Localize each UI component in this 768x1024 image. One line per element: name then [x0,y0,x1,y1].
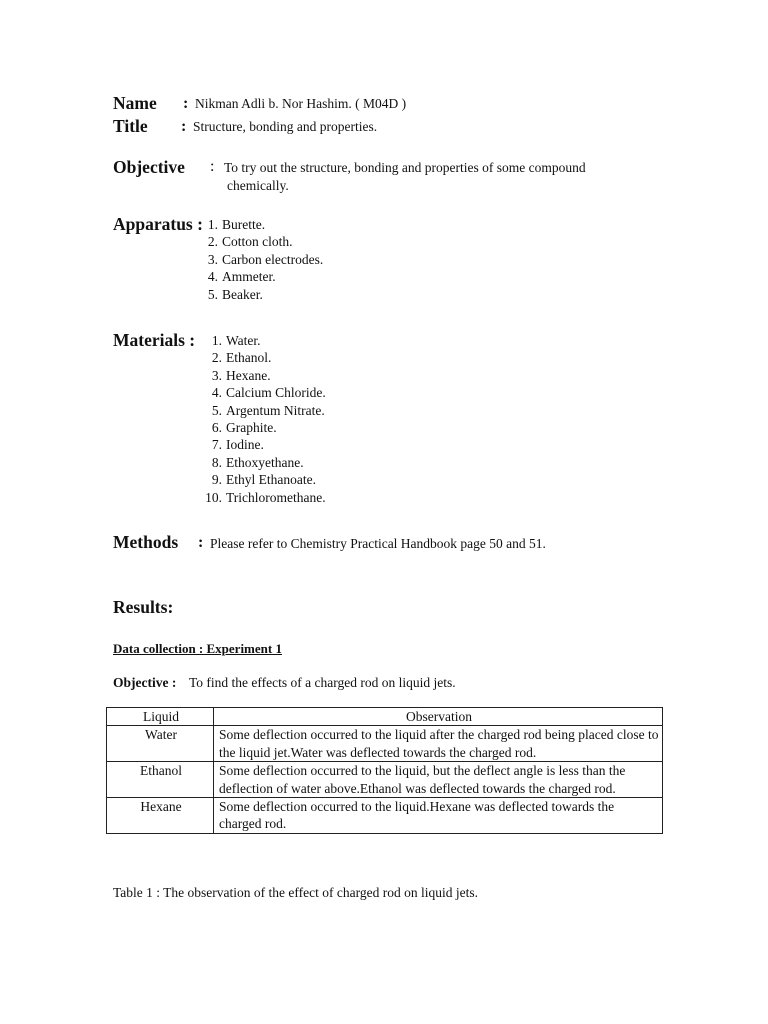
materials-label: Materials : [113,330,196,350]
objective-label: Objective [113,157,185,177]
observation-cell: Some deflection occurred to the liquid, but the deflect angle is less than the deflection of water above.Ethanol was deflected towards the charged rod. [214,762,663,798]
list-item: 3. Carbon electrodes. [207,251,324,267]
apparatus-list [196,216,323,303]
list-item: 2. Ethanol. [211,350,272,366]
list-item: 1. Water. [211,333,261,348]
experiment-objective-label: Objective : [113,675,177,690]
list-item: 4. Ammeter. [207,269,276,285]
objective-line-2: chemically. [227,178,289,193]
apparatus-label: Apparatus : [113,214,203,234]
materials-list [200,332,326,506]
list-item: 4. Calcium Chloride. [211,385,326,401]
experiment-1-heading: Data collection : Experiment 1 [113,641,282,656]
table-row [107,762,663,798]
list-item: 10. Trichloromethane. [205,489,326,505]
methods-colon: : [198,534,204,551]
liquid-cell: Ethanol [107,762,214,798]
title-label: Title [113,116,148,136]
list-item: 8. Ethoxyethane. [211,454,304,470]
observation-cell: Some deflection occurred to the liquid.Hexane was deflected towards the charged rod. [214,798,663,834]
liquid-cell: Water [107,726,214,762]
name-label: Name [113,93,157,113]
name-value: Nikman Adli b. Nor Hashim. ( M04D ) [195,96,407,111]
list-item: 6. Graphite. [211,420,277,436]
list-item: 5. Argentum Nitrate. [211,402,325,418]
table-caption: Table 1 : The observation of the effect of charged rod on liquid jets. [113,885,478,900]
observation-cell: Some deflection occurred to the liquid after the charged rod being placed close to the liquid jet.Water was deflected towards the charged rod. [214,726,663,762]
list-item: 1. Burette. [207,217,266,232]
results-heading: Results: [113,597,174,617]
list-item: 7. Iodine. [211,437,264,453]
table-row [107,726,663,762]
table-row [107,798,663,834]
column-header-liquid: Liquid [107,708,214,726]
column-header-observation: Observation [214,708,663,726]
title-colon: : [181,118,187,135]
liquid-cell: Hexane [107,798,214,834]
table-header-row [107,708,663,726]
objective-colon: : [210,158,215,175]
experiment-objective-text: To find the effects of a charged rod on liquid jets. [189,675,456,690]
observation-table [106,707,663,834]
title-value: Structure, bonding and properties. [193,119,378,134]
name-colon: : [183,95,189,112]
list-item: 3. Hexane. [211,367,271,383]
methods-label: Methods [113,532,179,552]
objective-line-1: To try out the structure, bonding and properties of some compound [224,160,586,175]
list-item: 9. Ethyl Ethanoate. [211,472,316,488]
methods-value: Please refer to Chemistry Practical Handbook page 50 and 51. [210,536,546,551]
list-item: 5. Beaker. [207,286,263,302]
list-item: 2. Cotton cloth. [207,234,293,250]
